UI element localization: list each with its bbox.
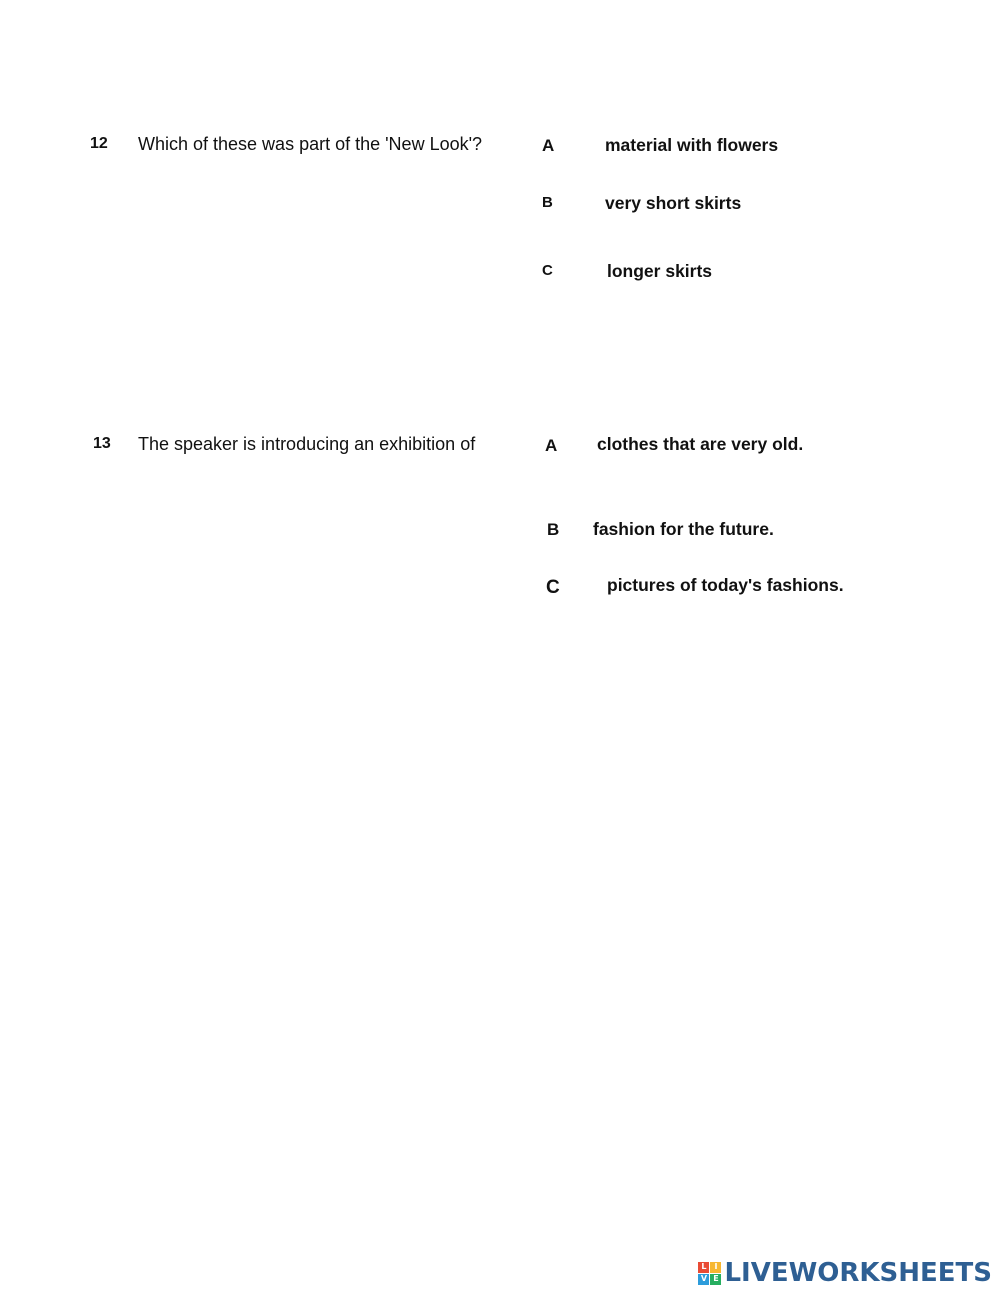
option-text-c[interactable]: pictures of today's fashions. — [607, 575, 844, 595]
option-text-b[interactable]: very short skirts — [605, 193, 742, 213]
question-text: The speaker is introducing an exhibition of — [138, 434, 476, 454]
question-number: 12 — [90, 135, 108, 152]
logo-square-l: L — [698, 1262, 709, 1273]
question-number: 13 — [93, 435, 111, 452]
option-text-c[interactable]: longer skirts — [607, 261, 713, 281]
logo-square-i: I — [710, 1262, 721, 1273]
liveworksheets-logo — [698, 1258, 992, 1288]
option-letter-c[interactable]: C — [546, 577, 560, 598]
option-letter-a[interactable]: A — [545, 436, 558, 455]
question-text: Which of these was part of the 'New Look'? — [138, 134, 483, 154]
option-text-a[interactable]: material with flowers — [605, 135, 779, 155]
liveworksheets-logo-icon — [698, 1262, 721, 1285]
option-letter-a[interactable]: A — [542, 136, 555, 155]
option-text-b[interactable]: fashion for the future. — [593, 519, 774, 539]
option-text-a[interactable]: clothes that are very old. — [597, 434, 804, 454]
option-letter-b[interactable]: B — [547, 520, 560, 539]
logo-text: LIVEWORKSHEETS — [724, 1258, 992, 1288]
logo-square-v: V — [698, 1274, 709, 1285]
logo-square-e: E — [710, 1274, 721, 1285]
option-letter-c[interactable]: C — [542, 262, 553, 279]
option-letter-b[interactable]: B — [542, 194, 553, 211]
